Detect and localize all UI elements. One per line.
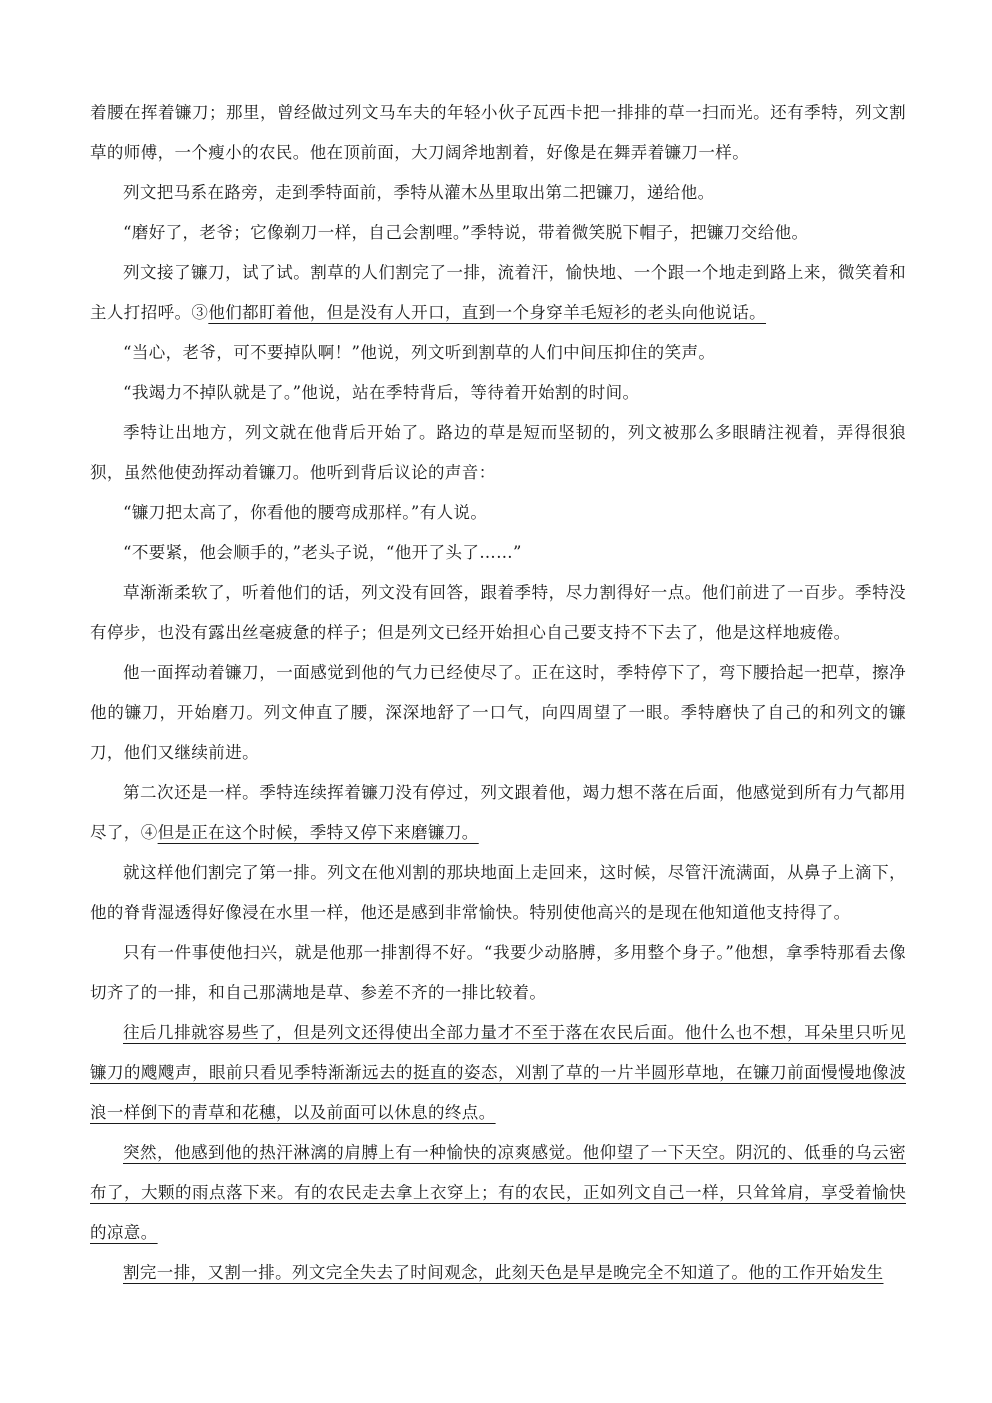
article-body [90, 93, 906, 1293]
paragraph [90, 373, 906, 413]
underlined-paragraph: 割完一排，又割一排。列文完全失去了时间观念，此刻天色是早是晚完全不知道了。他的工作开始发生 [123, 1263, 884, 1282]
paragraph [90, 253, 906, 333]
paragraph [90, 1013, 906, 1133]
text-run: 列文接了镰刀，试了试。割草的人们割完了一排，流着汗，愉快地、一个跟一个地走到路上来，微笑着和主人打招呼。③ [90, 263, 906, 322]
paragraph [90, 93, 906, 173]
underlined-paragraph: 突然，他感到他的热汗淋漓的肩膊上有一种愉快的凉爽感觉。他仰望了一下天空。阴沉的、低垂的乌云密布了，大颗的雨点落下来。有的农民走去拿上衣穿上；有的农民，正如列文自己一样，只耸耸肩，享受着愉快的凉意。 [90, 1143, 906, 1242]
underlined-sentence-4: 但是正在这个时候，季特又停下来磨镰刀。 [157, 823, 479, 842]
text-run: “我竭力不掉队就是了。”他说，站在季特背后，等待着开始割的时间。 [123, 383, 640, 402]
paragraph [90, 573, 906, 653]
paragraph [90, 173, 906, 213]
text-run: 就这样他们割完了第一排。列文在他刈割的那块地面上走回来，这时候，尽管汗流满面，从鼻子上滴下，他的脊背湿透得好像浸在水里一样，他还是感到非常愉快。特别使他高兴的是现在他知道他支持得了。 [90, 863, 906, 922]
text-run: 列文把马系在路旁，走到季特面前，季特从灌木丛里取出第二把镰刀，递给他。 [123, 183, 715, 202]
paragraph [90, 1133, 906, 1253]
paragraph [90, 933, 906, 1013]
text-run: “镰刀把太高了，你看他的腰弯成那样。”有人说。 [123, 503, 488, 522]
paragraph [90, 853, 906, 933]
text-run: “不要紧，他会顺手的，”老头子说，“他开了头了……” [123, 543, 522, 562]
text-run: 第二次还是一样。季特连续挥着镰刀没有停过，列文跟着他，竭力想不落在后面，他感觉到所有力气都用尽了，④ [90, 783, 906, 842]
text-run: 只有一件事使他扫兴，就是他那一排割得不好。“我要少动胳膊，多用整个身子。”他想，拿季特那看去像切齐了的一排，和自己那满地是草、参差不齐的一排比较着。 [90, 943, 906, 1002]
paragraph [90, 213, 906, 253]
text-run: “当心，老爷，可不要掉队啊！”他说，列文听到割草的人们中间压抑住的笑声。 [123, 343, 716, 362]
text-run: 草渐渐柔软了，听着他们的话，列文没有回答，跟着季特，尽力割得好一点。他们前进了一百步。季特没有停步，也没有露出丝毫疲惫的样子；但是列文已经开始担心自己要支持不下去了，他是这样地疲倦。 [90, 583, 906, 642]
underlined-sentence-3: 他们都盯着他，但是没有人开口，直到一个身穿羊毛短衫的老头向他说话。 [208, 303, 767, 322]
text-run: “磨好了，老爷；它像剃刀一样，自己会割哩。”季特说，带着微笑脱下帽子，把镰刀交给他。 [123, 223, 809, 242]
paragraph [90, 533, 906, 573]
paragraph [90, 413, 906, 493]
text-run: 季特让出地方，列文就在他背后开始了。路边的草是短而坚韧的，列文被那么多眼睛注视着，弄得很狼狈，虽然他使劲挥动着镰刀。他听到背后议论的声音： [90, 423, 906, 482]
paragraph [90, 1253, 906, 1293]
paragraph [90, 653, 906, 773]
underlined-paragraph: 往后几排就容易些了，但是列文还得使出全部力量才不至于落在农民后面。他什么也不想，耳朵里只听见镰刀的飕飕声，眼前只看见季特渐渐远去的挺直的姿态，刈割了草的一片半圆形草地，在镰刀前面慢慢地像波浪一样倒下的青草和花穗，以及前面可以休息的终点。 [90, 1023, 906, 1122]
paragraph [90, 773, 906, 853]
text-run: 着腰在挥着镰刀；那里，曾经做过列文马车夫的年轻小伙子瓦西卡把一排排的草一扫而光。还有季特，列文割草的师傅，一个瘦小的农民。他在顶前面，大刀阔斧地割着，好像是在舞弄着镰刀一样。 [90, 103, 906, 162]
text-run: 他一面挥动着镰刀，一面感觉到他的气力已经使尽了。正在这时，季特停下了，弯下腰拾起一把草，擦净他的镰刀，开始磨刀。列文伸直了腰，深深地舒了一口气，向四周望了一眼。季特磨快了自己的和列文的镰刀，他们又继续前进。 [90, 663, 906, 762]
paragraph [90, 333, 906, 373]
paragraph [90, 493, 906, 533]
